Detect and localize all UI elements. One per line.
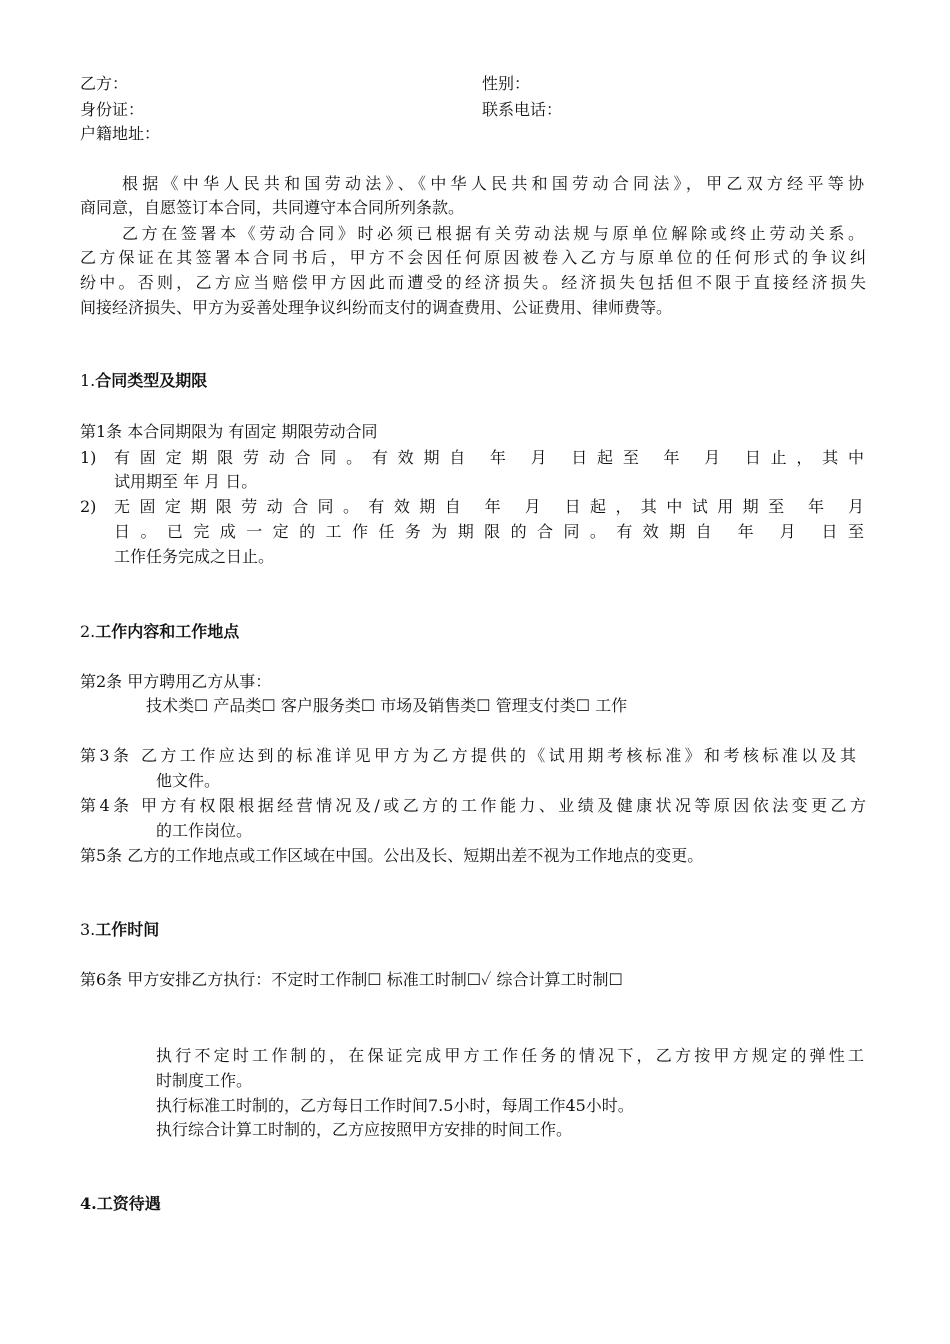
item1-line2: 试用期至 年 月 日。 [114, 472, 258, 491]
article4-line2: 的工作岗位。 [156, 821, 253, 840]
preamble-p1-line2: 商同意，自愿签订本合同，共同遵守本合同所列条款。 [80, 198, 465, 217]
article4-line1: 第4条 甲方有权限根据经营情况及/或乙方的工作能力、业绩及健康状况等原因依法变更乙方 [80, 796, 866, 815]
preamble-p2-line2: 乙方保证在其签署本合同书后，甲方不会因任何原因被卷入乙方与原单位的任何形式的争议纠 [80, 248, 866, 267]
section1-title: 合同类型及期限 [95, 371, 208, 390]
party-b-name-label: 乙方： [80, 74, 129, 93]
note1-line2: 时制度工作。 [156, 1071, 253, 1090]
party-b-id-label: 身份证： [80, 100, 145, 119]
item2-line1: 无固定期限劳动合同。有效期自 年 月 日起，其中试用期至 年 月 [114, 497, 864, 516]
section2-heading [80, 620, 870, 644]
note3: 执行综合计算工时制的，乙方应按照甲方安排的时间工作。 [156, 1120, 573, 1139]
note2: 执行标准工时制的，乙方每日工作时间7.5小时，每周工作45小时。 [156, 1096, 634, 1115]
item1-number: 1) [80, 448, 97, 467]
item2-number: 2) [80, 497, 97, 516]
section4-number: 4. [80, 1194, 97, 1213]
article3-line2: 他文件。 [156, 771, 221, 790]
party-b-address-label: 户籍地址： [80, 124, 161, 143]
item2-line2: 日。已完成一定的工作任务为期限的合同。有效期自 年 月 日至 [114, 522, 864, 541]
section1-number: 1. [80, 371, 96, 390]
party-b-phone-label: 联系电话： [482, 100, 563, 119]
article6: 第6条 甲方安排乙方执行：不定时工作制☐ 标准工时制☐✓ 综合计算工时制☐ [80, 970, 623, 989]
section4-heading [80, 1192, 870, 1216]
section3-number: 3. [80, 920, 96, 939]
note1-line1: 执行不定时工作制的，在保证完成甲方工作任务的情况下，乙方按甲方规定的弹性工 [156, 1046, 864, 1065]
item2-line3: 工作任务完成之日止。 [114, 547, 275, 566]
section2-title: 工作内容和工作地点 [95, 622, 240, 641]
preamble-p2-line4: 间接经济损失、甲方为妥善处理争议纠纷而支付的调查费用、公证费用、律师费等。 [80, 298, 673, 317]
section4-title: 工资待遇 [96, 1194, 161, 1213]
section1-heading [80, 369, 870, 393]
preamble-p1-line1: 根据《中华人民共和国劳动法》、《中华人民共和国劳动合同法》，甲乙双方经平等协 [122, 174, 864, 193]
article2-options: 技术类☐ 产品类☐ 客户服务类☐ 市场及销售类☐ 管理支付类☐ 工作 [146, 696, 628, 715]
section3-heading [80, 918, 870, 942]
article1: 第1条 本合同期限为 有固定 期限劳动合同 [80, 422, 378, 441]
article3-line1: 第3条 乙方工作应达到的标准详见甲方为乙方提供的《试用期考核标准》和考核标准以及其 [80, 746, 856, 765]
preamble-p2-line3: 纷中。否则，乙方应当赔偿甲方因此而遭受的经济损失。经济损失包括但不限于直接经济损失 [80, 273, 866, 292]
article5: 第5条 乙方的工作地点或工作区域在中国。公出及长、短期出差不视为工作地点的变更。 [80, 846, 704, 865]
section2-number: 2. [80, 622, 96, 641]
section3-title: 工作时间 [95, 920, 160, 939]
item1-line1: 有固定期限劳动合同。有效期自 年 月 日起至 年 月 日止，其中 [114, 448, 864, 467]
preamble-p2-line1: 乙方在签署本《劳动合同》时必须已根据有关劳动法规与原单位解除或终止劳动关系。 [122, 224, 864, 243]
party-b-gender-label: 性别： [482, 74, 531, 93]
article2: 第2条 甲方聘用乙方从事： [80, 672, 272, 691]
